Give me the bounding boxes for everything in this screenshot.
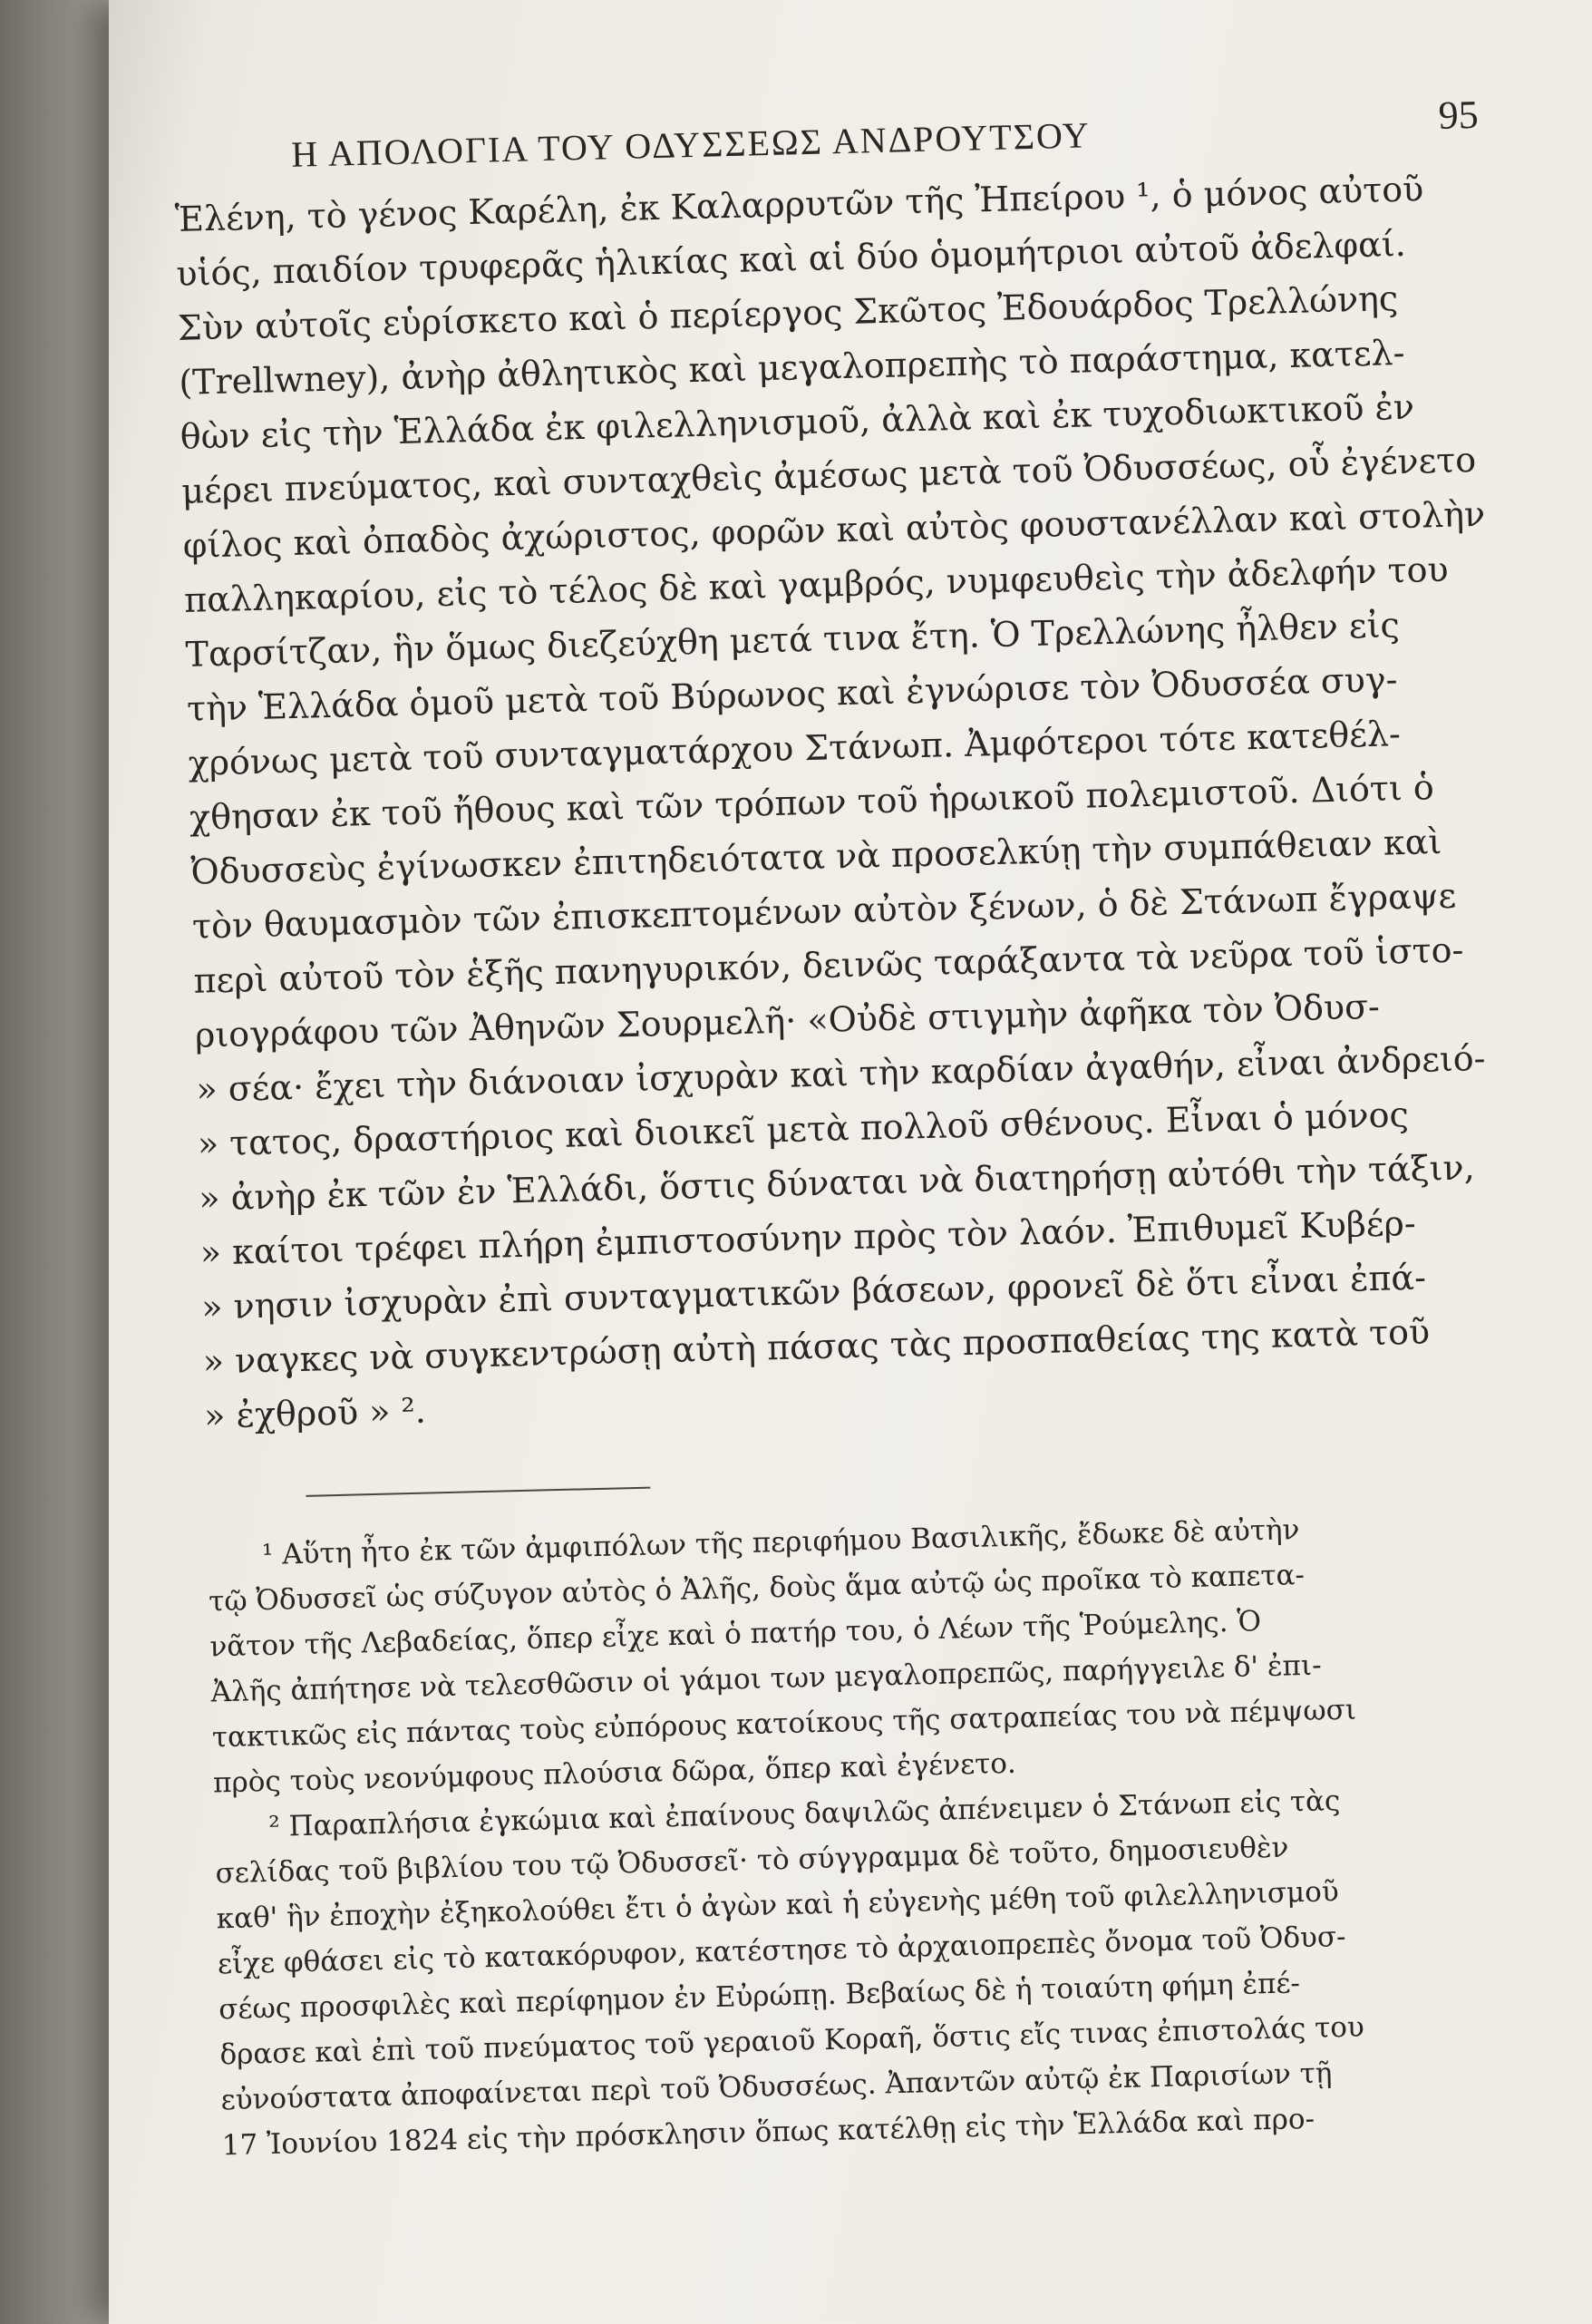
body-line: τὸν θαυμασμὸν τῶν ἐπισκεπτομένων αὐτὸν ξένων, ὁ δὲ Στάνωπ ἔγραψε [191,875,1457,947]
footnote-line: εὐνούστατα ἀποφαίνεται περὶ τοῦ Ὀδυσσέως. Ἀπαντῶν αὐτῷ ἐκ Παρισίων τῇ [220,2057,1333,2117]
footnote-line: εἶχε φθάσει εἰς τὸ κατακόρυφον, κατέστησε τὸ ἀρχαιοπρεπὲς ὄνομα τοῦ Ὀδυσ- [217,1920,1346,1981]
binding-shadow [0,0,109,2324]
body-line: φίλος καὶ ὀπαδὸς ἀχώριστος, φορῶν καὶ αὐτὸς φουστανέλλαν καὶ στολὴν [182,493,1486,566]
body-line: χρόνως μετὰ τοῦ συνταγματάρχου Στάνωπ. Ἀμφότεροι τότε κατεθέλ- [188,714,1402,783]
body-line: Ἑλένη, τὸ γένος Καρέλη, ἐκ Καλαρρυτῶν τῆς Ἠπείρου ¹, ὁ μόνος αὐτοῦ [174,169,1424,239]
footnote-line: πρὸς τοὺς νεονύμφους πλούσια δῶρα, ὅπερ καὶ ἐγένετο. [212,1746,1017,1800]
footnote-line: τακτικῶς εἰς πάντας τοὺς εὐπόρους κατοίκους τῆς σατραπείας του νὰ πέμψωσι [211,1693,1357,1755]
body-line: » ναγκες νὰ συγκεντρώσῃ αὐτὴ πάσας τὰς προσπαθείας της κατὰ τοῦ [202,1311,1431,1382]
text-block [172,77,1528,2169]
footnote-line: 17 Ἰουνίου 1824 εἰς τὴν πρόσκλησιν ὅπως κατέλθῃ εἰς τὴν Ἑλλάδα καὶ προ- [221,2102,1315,2163]
body-line: τὴν Ἑλλάδα ὁμοῦ μετὰ τοῦ Βύρωνος καὶ ἐγνώρισε τὸν Ὀδυσσέα συγ- [186,659,1398,729]
footnote-line: σελίδας τοῦ βιβλίου του τῷ Ὀδυσσεῖ· τὸ σύγγραμμα δὲ τοῦτο, δημοσιευθὲν [215,1831,1289,1891]
body-line: » νησιν ἰσχυρὰν ἐπὶ συνταγματικῶν βάσεων, φρονεῖ δὲ ὅτι εἶναι ἐπά- [200,1257,1427,1327]
footnote-line: σέως προσφιλὲς καὶ περίφημον ἐν Εὐρώπῃ. Βεβαίως δὲ ἡ τοιαύτη φήμη ἐπέ- [218,1967,1301,2027]
body-line: Σὺν αὐτοῖς εὑρίσκετο καὶ ὁ περίεργος Σκῶτος Ἐδουάρδος Τρελλώνης [177,278,1399,348]
body-line: περὶ αὐτοῦ τὸν ἑξῆς πανηγυρικόν, δεινῶς ταράξαντα τὰ νεῦρα τοῦ ἱστο- [192,929,1464,1001]
body-line: χθησαν ἐκ τοῦ ἤθους καὶ τῶν τρόπων τοῦ ἡρωικοῦ πολεμιστοῦ. Διότι ὁ [189,767,1435,838]
body-line: (Trellwney), ἀνὴρ ἀθλητικὸς καὶ μεγαλοπρεπὴς τὸ παράστημα, κατελ- [178,332,1405,403]
footnote-line: νᾶτον τῆς Λεβαδείας, ὅπερ εἶχε καὶ ὁ πατήρ του, ὁ Λέων τῆς Ῥούμελης. Ὁ [209,1605,1262,1664]
body-line: θὼν εἰς τὴν Ἑλλάδα ἐκ φιλελληνισμοῦ, ἀλλὰ καὶ ἐκ τυχοδιωκτικοῦ ἐν [180,386,1415,457]
footnotes [207,1502,1528,2168]
body-line: παλληκαρίου, εἰς τὸ τέλος δὲ καὶ γαμβρός, νυμφευθεὶς τὴν ἀδελφήν του [183,549,1450,620]
footnote-line: ² Παραπλήσια ἐγκώμια καὶ ἐπαίνους δαψιλῶς ἀπένειμεν ὁ Στάνωπ εἰς τὰς [267,1784,1341,1843]
body-line: ριογράφου τῶν Ἀθηνῶν Σουρμελῆ· «Οὐδὲ στιγμὴν ἀφῆκα τὸν Ὀδυσ- [194,986,1381,1055]
footnote-line: δρασε καὶ ἐπὶ τοῦ πνεύματος τοῦ γεραιοῦ Κοραῆ, ὅστις εἴς τινας ἐπιστολάς του [219,2010,1365,2072]
footnote-line: Ἀλῆς ἀπήτησε νὰ τελεσθῶσιν οἱ γάμοι των μεγαλοπρεπῶς, παρήγγειλε δ' ἐπι- [210,1648,1322,1709]
footnote-line: καθ' ἣν ἐποχὴν ἐξηκολούθει ἔτι ὁ ἀγὼν καὶ ἡ εὐγενὴς μέθη τοῦ φιλελληνισμοῦ [216,1875,1340,1936]
body-text [174,160,1509,1444]
body-line: Ταρσίτζαν, ἣν ὅμως διεζεύχθη μετά τινα ἔτη. Ὁ Τρελλώνης ἦλθεν εἰς [185,605,1401,675]
footnote-rule [306,1487,650,1497]
body-line: » καίτοι τρέφει πλήρη ἐμπιστοσύνην πρὸς τὸν λαόν. Ἐπιθυμεῖ Κυβέρ- [199,1202,1417,1273]
body-line: » ἐχθροῦ » ². [203,1390,427,1436]
book-page [109,0,1592,2324]
page-number: 95 [1437,92,1480,138]
body-line: » τατος, δραστήριος καὶ διοικεῖ μετὰ πολλοῦ σθένους. Εἶναι ὁ μόνος [197,1094,1410,1164]
body-line: υἱός, παιδίον τρυφερᾶς ἡλικίας καὶ αἱ δύο ὁμομήτριοι αὐτοῦ ἀδελφαί. [175,223,1407,294]
body-line: Ὀδυσσεὺς ἐγίνωσκεν ἐπιτηδειότατα νὰ προσελκύῃ τὴν συμπάθειαν καὶ [190,822,1442,892]
footnote-line: ¹ Αὕτη ἦτο ἐκ τῶν ἀμφιπόλων τῆς περιφήμου Βασιλικῆς, ἔδωκε δὲ αὐτὴν [261,1513,1300,1572]
body-line: μέρει πνεύματος, καὶ συνταχθεὶς ἀμέσως μετὰ τοῦ Ὀδυσσέως, οὗ ἐγένετο [180,439,1477,511]
footnote-line: τῷ Ὀδυσσεῖ ὡς σύζυγον αὐτὸς ὁ Ἀλῆς, δοὺς ἅμα αὐτῷ ὡς προῖκα τὸ καπετα- [208,1558,1306,1619]
body-line: » ἀνὴρ ἐκ τῶν ἐν Ἑλλάδι, ὅστις δύναται νὰ διατηρήσῃ αὐτόθι τὴν τάξιν, [198,1147,1476,1219]
body-line: » σέα· ἔχει τὴν διάνοιαν ἰσχυρὰν καὶ τὴν καρδίαν ἀγαθήν, εἶναι ἀνδρειό- [195,1037,1486,1110]
running-title: Η ΑΠΟΛΟΓΙΑ ΤΟΥ ΟΔΥΣΣΕΩΣ ΑΝΔΡΟΥΤΣΟΥ [290,114,1092,175]
